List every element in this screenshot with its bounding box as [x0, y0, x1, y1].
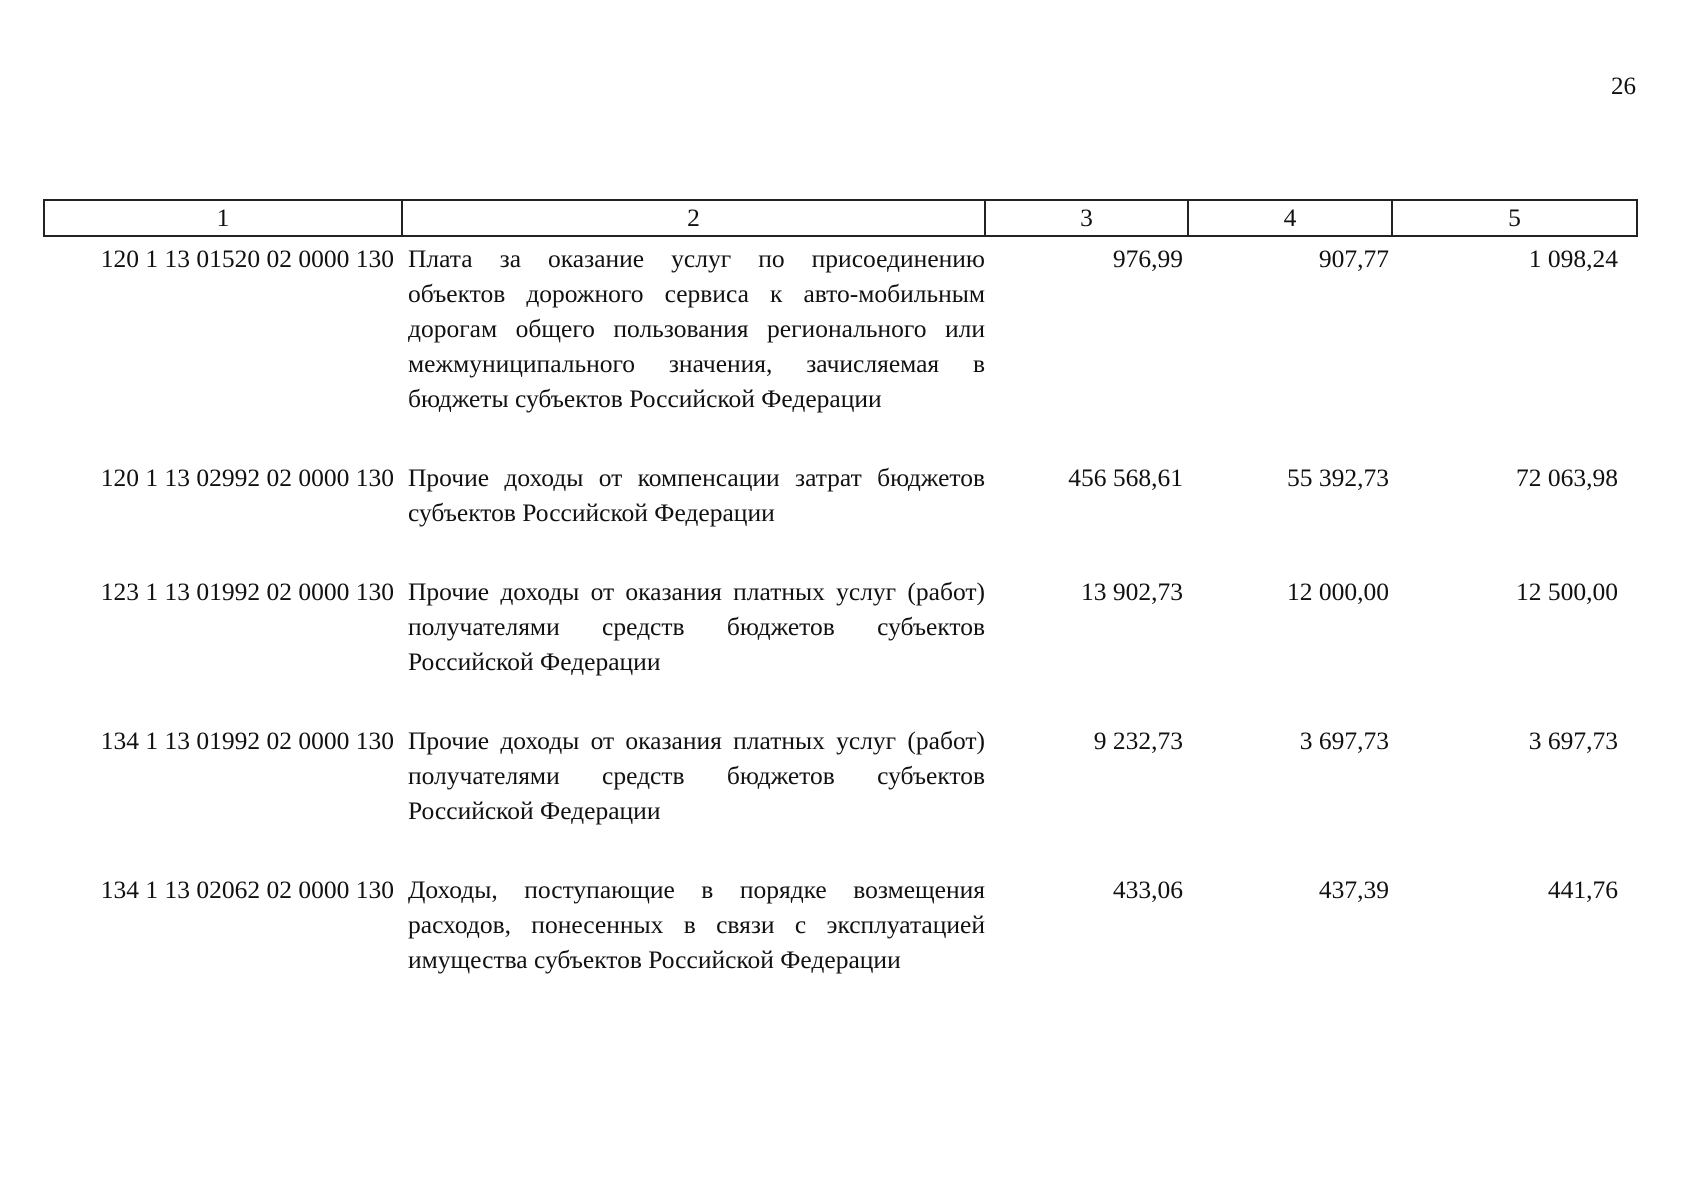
amount-col4: 3 697,73 — [1299, 726, 1389, 755]
table-row — [44, 460, 1637, 574]
column-header-2: 2 — [402, 200, 985, 236]
table-row — [44, 574, 1637, 723]
amount-col4: 12 000,00 — [1287, 577, 1389, 606]
amount-col4: 907,77 — [1318, 244, 1389, 273]
revenue-name: Прочие доходы от оказания платных услуг (работ) получателями средств бюджетов субъектов Российской Федерации — [408, 726, 985, 825]
amount-col5: 1 098,24 — [1528, 244, 1618, 273]
column-header-5: 5 — [1392, 200, 1637, 236]
revenue-table — [43, 199, 1638, 1021]
amount-col5: 3 697,73 — [1528, 726, 1618, 755]
column-header-1: 1 — [44, 200, 402, 236]
column-header-3: 3 — [985, 200, 1188, 236]
amount-col3: 976,99 — [1112, 244, 1183, 273]
budget-code: 123 1 13 01992 02 0000 130 — [100, 577, 394, 606]
column-header-4: 4 — [1188, 200, 1392, 236]
budget-code: 134 1 13 01992 02 0000 130 — [100, 726, 394, 755]
amount-col3: 13 902,73 — [1081, 577, 1183, 606]
amount-col5: 441,76 — [1547, 875, 1618, 904]
revenue-name: Прочие доходы от оказания платных услуг (работ) получателями средств бюджетов субъектов Российской Федерации — [408, 577, 985, 676]
table-row — [44, 723, 1637, 872]
amount-col3: 9 232,73 — [1093, 726, 1183, 755]
budget-code: 120 1 13 02992 02 0000 130 — [100, 463, 394, 492]
amount-col3: 456 568,61 — [1068, 463, 1183, 492]
amount-col5: 12 500,00 — [1516, 577, 1618, 606]
revenue-name: Доходы, поступающие в порядке возмещения расходов, понесенных в связи с эксплуатацией имущества субъектов Российской Федерации — [408, 875, 985, 974]
table-header — [44, 200, 1637, 236]
revenue-name: Плата за оказание услуг по присоединению объектов дорожного сервиса к авто-мобильным дорогам общего пользования регионального или межмуниципального значения, зачисляемая в бюджеты субъектов Российской Федерации — [408, 244, 985, 413]
page-number: 26 — [1611, 73, 1636, 100]
table-row — [44, 236, 1637, 460]
amount-col3: 433,06 — [1112, 875, 1183, 904]
table-body — [44, 236, 1637, 1021]
revenue-name: Прочие доходы от компенсации затрат бюджетов субъектов Российской Федерации — [408, 463, 985, 527]
amount-col4: 437,39 — [1318, 875, 1389, 904]
budget-code: 120 1 13 01520 02 0000 130 — [100, 244, 394, 273]
table-row — [44, 872, 1637, 1021]
budget-code: 134 1 13 02062 02 0000 130 — [100, 875, 394, 904]
amount-col4: 55 392,73 — [1287, 463, 1389, 492]
header-row — [44, 200, 1637, 236]
amount-col5: 72 063,98 — [1516, 463, 1618, 492]
